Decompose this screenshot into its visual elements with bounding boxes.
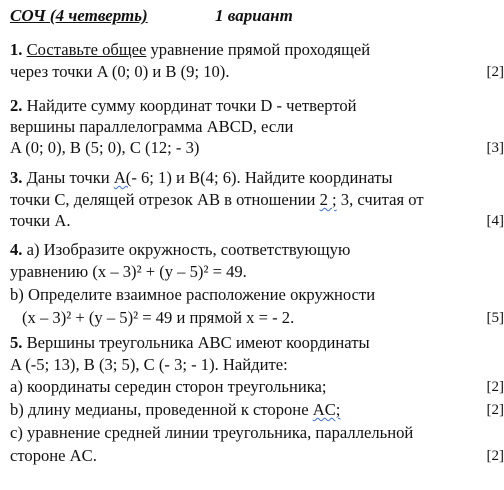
task-4b-text: b) Определите взаимное расположение окружности xyxy=(10,285,376,304)
task-5a-line xyxy=(10,377,504,397)
task-points: [2] xyxy=(486,379,504,395)
task-4a-text: a) Изобразите окружность, соответствующую xyxy=(26,240,351,259)
task-1-underlined-text: Составьте общее xyxy=(26,40,147,59)
task-1-text: через точки A (0; 0) и B (9; 10). xyxy=(10,62,230,81)
task-3-line-3 xyxy=(10,211,504,231)
task-4a-equation: уравнению (x – 3)² + (y – 5)² = 49. xyxy=(10,262,247,281)
task-5-text: A (-5; 13), B (3; 5), C (- 3; - 1). Найдите: xyxy=(10,355,288,374)
page-header xyxy=(10,6,500,26)
task-points: [2] xyxy=(486,64,504,80)
task-2-line-3 xyxy=(10,138,504,158)
task-3-text: Даны точки xyxy=(26,168,114,187)
task-number: 4. xyxy=(10,240,23,259)
task-5-text: Вершины треугольника ABC имеют координаты xyxy=(26,333,370,352)
task-3-text: точки A. xyxy=(10,211,71,230)
task-5c-line-1 xyxy=(10,423,500,443)
task-1-line-2 xyxy=(10,62,504,82)
task-points: [2] xyxy=(486,448,504,464)
task-3-text: точки C, делящей отрезок AB в отношении xyxy=(10,190,320,209)
task-points: [3] xyxy=(486,140,504,156)
task-1-text: уравнение прямой проходящей xyxy=(146,40,371,59)
task-3-line-1 xyxy=(10,168,500,188)
task-number: 2. xyxy=(10,96,23,115)
task-5a-text: a) координаты середин сторон треугольника; xyxy=(10,377,327,396)
task-number: 1. xyxy=(10,40,23,59)
task-5-line-2 xyxy=(10,355,500,375)
spellcheck-squiggle: A( xyxy=(113,168,132,187)
exam-title: СОЧ (4 четверть) xyxy=(10,6,148,25)
task-points: [5] xyxy=(486,310,504,326)
task-4-line-3 xyxy=(10,285,500,305)
spellcheck-squiggle: 2 ; xyxy=(319,190,337,209)
task-points: [2] xyxy=(486,402,504,418)
task-4-line-1 xyxy=(10,240,500,260)
task-4-line-2 xyxy=(10,262,500,282)
task-5c-text: c) уравнение средней линии треугольника, параллельной xyxy=(10,423,414,442)
task-3-text: 3, считая от xyxy=(336,190,424,209)
task-4b-equation: (x – 3)² + (y – 5)² = 49 и прямой x = - 2. xyxy=(22,308,295,327)
task-2-line-2 xyxy=(10,117,500,137)
variant-label: 1 вариант xyxy=(215,6,293,25)
task-3-text: - 6; 1) и B(4; 6). Найдите координаты xyxy=(131,168,393,187)
task-4-line-4 xyxy=(22,308,504,328)
task-3-line-2 xyxy=(10,190,500,210)
task-5c-text: стороне AC. xyxy=(10,446,97,465)
spellcheck-squiggle: AC; xyxy=(312,400,341,419)
task-2-text: A (0; 0), B (5; 0), C (12; - 3) xyxy=(10,138,200,157)
task-2-line-1 xyxy=(10,96,500,116)
task-2-text: вершины параллелограмма ABCD, если xyxy=(10,117,294,136)
task-5b-text: b) длину медианы, проведенной к стороне xyxy=(10,400,313,419)
task-5b-line xyxy=(10,400,504,420)
task-1-line-1 xyxy=(10,40,500,60)
task-2-text: Найдите сумму координат точки D - четвертой xyxy=(26,96,357,115)
task-5-line-1 xyxy=(10,333,500,353)
task-number: 5. xyxy=(10,333,23,352)
task-points: [4] xyxy=(486,213,504,229)
task-number: 3. xyxy=(10,168,23,187)
task-5c-line-2 xyxy=(10,446,504,466)
